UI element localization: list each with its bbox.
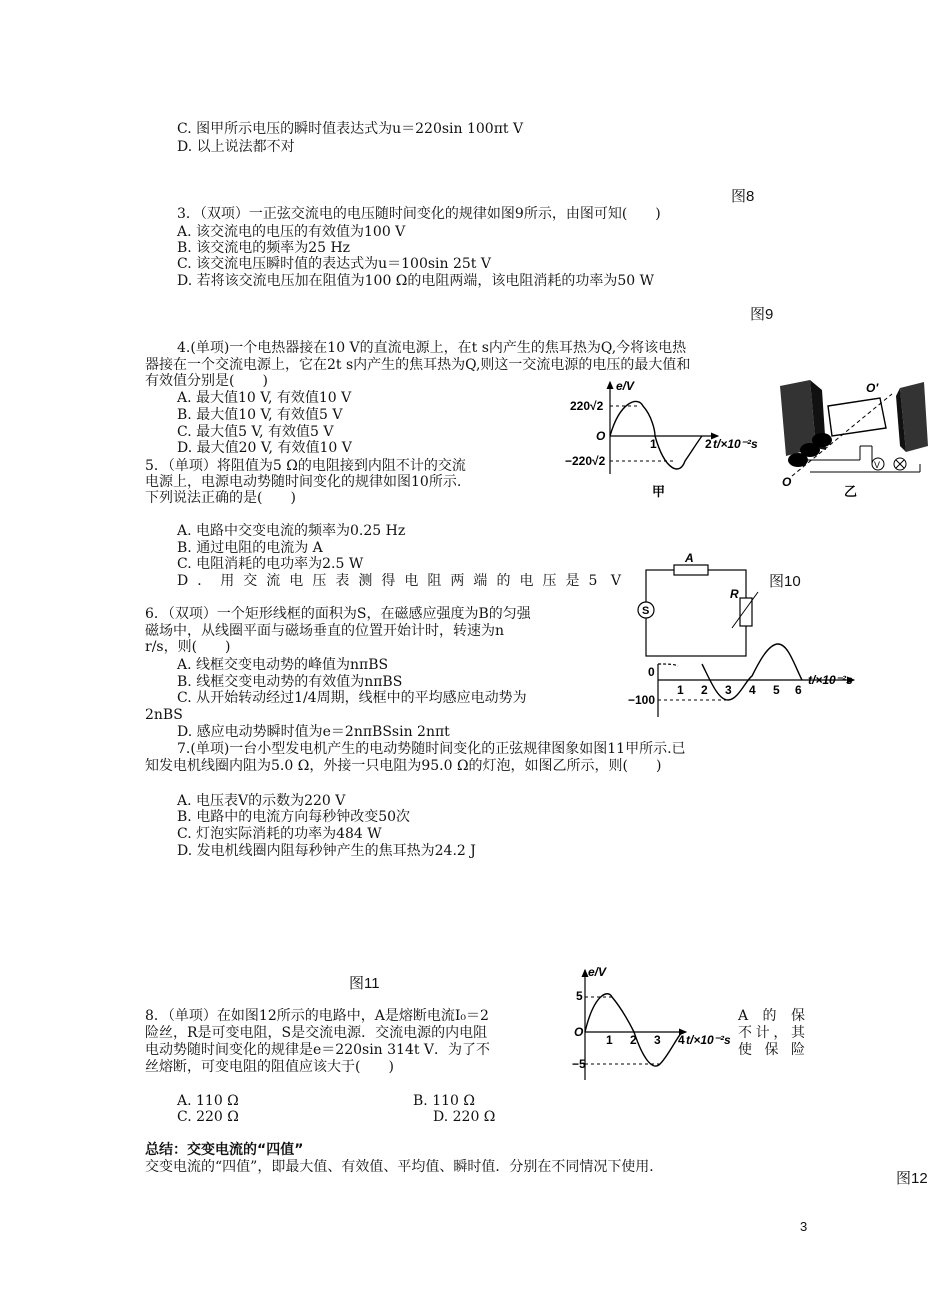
q4-option-d: D. 最大值20 V, 有效值10 V xyxy=(177,440,352,456)
fig12-ymax: 5 xyxy=(576,989,583,1003)
summary-body: 交变电流的“四值”，即最大值、有效值、平均值、瞬时值．分别在不同情况下使用． xyxy=(145,1159,664,1175)
q5-option-b: B. 通过电阻的电流为 A xyxy=(177,540,323,556)
figure-10 xyxy=(618,552,868,720)
q8-option-d: D. 220 Ω xyxy=(433,1109,496,1125)
fig10-ammeter-label: A xyxy=(685,552,694,565)
jia-ymax-label: 220√2 xyxy=(570,399,604,413)
q3-option-a: A. 该交流电的电压的有效值为100 V xyxy=(177,224,406,240)
jia-e-axis-label: e/V xyxy=(616,379,635,393)
q8-stem-3-right: 使保险 xyxy=(738,1042,805,1058)
q6-stem-1: 6．（双项）一个矩形线框的面积为S，在磁感应强度为B的匀强 xyxy=(145,606,531,622)
jia-tick-2: 2 xyxy=(705,437,712,451)
q4-option-b: B. 最大值10 V, 有效值5 V xyxy=(177,407,343,423)
q2-option-c: C. 图甲所示电压的瞬时值表达式为u＝220sin 100πt V xyxy=(177,121,524,137)
q5-option-d: D．用交流电压表测得电阻两端的电压是5 V xyxy=(177,573,621,589)
q7-stem-2: 知发电机线圈内阻为5.0 Ω，外接一只电阻为95.0 Ω的灯泡，如图乙所示，则( ) xyxy=(145,758,662,774)
fig10-tick-3: 3 xyxy=(725,683,732,697)
summary-title: 总结：交变电流的“四值” xyxy=(145,1142,304,1158)
q7-option-a: A. 电压表V的示数为220 V xyxy=(177,793,346,809)
q5-option-a: A. 电路中交变电流的频率为0.25 Hz xyxy=(177,523,406,539)
jia-ymin-label: −220√2 xyxy=(565,454,606,468)
q3-stem: 3．（双项）一正弦交流电的电压随时间变化的规律如图9所示，由图可知( ) xyxy=(177,206,661,222)
q6-stem-2: 磁场中，从线圈平面与磁场垂直的位置开始计时，转速为n xyxy=(145,623,505,639)
fig12-caption: 图12 xyxy=(896,1170,928,1187)
fig10-tick-1: 1 xyxy=(677,683,684,697)
caption-yi: 乙 xyxy=(844,484,858,499)
q6-option-b: B. 线框交变电动势的有效值为nπBS xyxy=(177,674,403,690)
generator-illustration xyxy=(780,380,928,476)
fig10-caption: 图10 xyxy=(769,573,801,590)
q8-stem-3: 电动势随时间变化的规律是e＝220sin 314t V．为了不 xyxy=(145,1042,491,1058)
q6-option-c-2: 2nBS xyxy=(145,707,183,723)
fig9-caption: 图9 xyxy=(750,306,774,323)
q3-option-d: D. 若将该交流电压加在阻值为100 Ω的电阻两端，该电阻消耗的功率为50 W xyxy=(177,273,655,289)
q4-option-a: A. 最大值10 V, 有效值10 V xyxy=(177,390,352,406)
q8-stem-1: 8．（单项）在如图12所示的电路中，A是熔断电流I₀＝2 xyxy=(145,1008,489,1024)
q6-option-a: A. 线框交变电动势的峰值为nπBS xyxy=(177,657,389,673)
q8-option-c: C. 220 Ω xyxy=(177,1109,239,1125)
jia-t-axis-label: t/×10⁻²s xyxy=(713,437,758,451)
q7-option-d: D. 发电机线圈内阻每秒钟产生的焦耳热为24.2 J xyxy=(177,843,476,859)
fig11-caption: 图11 xyxy=(349,975,380,992)
q5-stem-1: 5．（单项）将阻值为5 Ω的电阻接到内阻不计的交流 xyxy=(145,458,466,474)
q8-stem-4: 丝熔断，可变电阻的阻值应该大于( ) xyxy=(145,1059,394,1075)
jia-tick-1: 1 xyxy=(650,437,657,451)
fig12-e-axis-label: e/V xyxy=(588,965,607,979)
fig12-tick-1: 1 xyxy=(606,1033,613,1047)
fig10-tick-2: 2 xyxy=(701,683,708,697)
fig12-tick-2: 2 xyxy=(630,1033,637,1047)
page-number: 3 xyxy=(800,1219,808,1234)
fig12-ymin: −5 xyxy=(572,1057,586,1071)
fig8-caption: 图8 xyxy=(731,188,755,205)
q6-option-d: D. 感应电动势瞬时值为e＝2nπBSsin 2nπt xyxy=(177,724,450,740)
q8-option-a: A. 110 Ω xyxy=(177,1093,239,1109)
q7-option-b: B. 电路中的电流方向每秒钟改变50次 xyxy=(177,809,411,825)
fig10-tick-5: 5 xyxy=(773,683,780,697)
q5-stem-3: 下列说法正确的是( ) xyxy=(145,490,296,506)
caption-jia: 甲 xyxy=(652,484,666,499)
fig10-resistor-label: R xyxy=(730,587,739,601)
figure-11-jia-yi xyxy=(560,376,940,500)
fig10-origin: 0 xyxy=(648,665,655,679)
fig12-tick-4: 4 xyxy=(678,1033,685,1047)
q4-stem-2: 器接在一个交流电源上，它在2t s内产生的焦耳热为Q,则这一交流电源的电压的最大值和 xyxy=(145,357,691,373)
o-label: O xyxy=(782,475,792,489)
fig12-tick-3: 3 xyxy=(654,1033,661,1047)
fig12-origin: O xyxy=(574,1025,584,1039)
jia-origin-label: O xyxy=(596,429,606,443)
q8-stem-1-right: A的保 xyxy=(738,1008,805,1024)
svg-text:V: V xyxy=(874,460,881,470)
o-prime-label: O′ xyxy=(866,381,879,395)
fig10-ymin: −100 xyxy=(628,693,656,707)
q4-stem-3: 有效值分别是( ) xyxy=(145,373,268,389)
q7-option-c: C. 灯泡实际消耗的功率为484 W xyxy=(177,826,382,842)
q7-stem-1: 7.(单项)一台小型发电机产生的电动势随时间变化的正弦规律图象如图11甲所示.已 xyxy=(177,741,686,757)
fig10-t-axis-label: t/×10⁻²s xyxy=(808,673,853,687)
q4-stem-1: 4.(单项)一个电热器接在10 V的直流电源上，在t s内产生的焦耳热为Q,今将该电热 xyxy=(177,340,687,356)
fig12-t-axis-label: t/×10⁻²s xyxy=(686,1033,731,1047)
q2-option-d: D. 以上说法都不对 xyxy=(177,139,295,155)
q5-stem-2: 电源上，电源电动势随时间变化的规律如图10所示. xyxy=(145,474,462,490)
fig10-source-label: S xyxy=(642,605,650,617)
q8-option-b: B. 110 Ω xyxy=(413,1093,475,1109)
fig10-tick-6: 6 xyxy=(795,683,802,697)
q8-stem-2-right: 不计，其 xyxy=(738,1025,805,1041)
q8-stem-2: 险丝，R是可变电阻，S是交流电源．交流电源的内电阻 xyxy=(145,1025,488,1041)
q6-option-c-1: C. 从开始转动经过1/4周期，线框中的平均感应电动势为 xyxy=(177,690,527,706)
q3-option-c: C. 该交流电压瞬时值的表达式为u＝100sin 25t V xyxy=(177,256,491,272)
q4-option-c: C. 最大值5 V, 有效值5 V xyxy=(177,424,334,440)
q3-option-b: B. 该交流电的频率为25 Hz xyxy=(177,240,351,256)
q5-option-c: C. 电阻消耗的电功率为2.5 W xyxy=(177,556,364,572)
fig10-tick-4: 4 xyxy=(749,683,756,697)
q6-stem-3: r/s，则( ) xyxy=(145,639,231,655)
figure-12 xyxy=(572,964,738,1086)
